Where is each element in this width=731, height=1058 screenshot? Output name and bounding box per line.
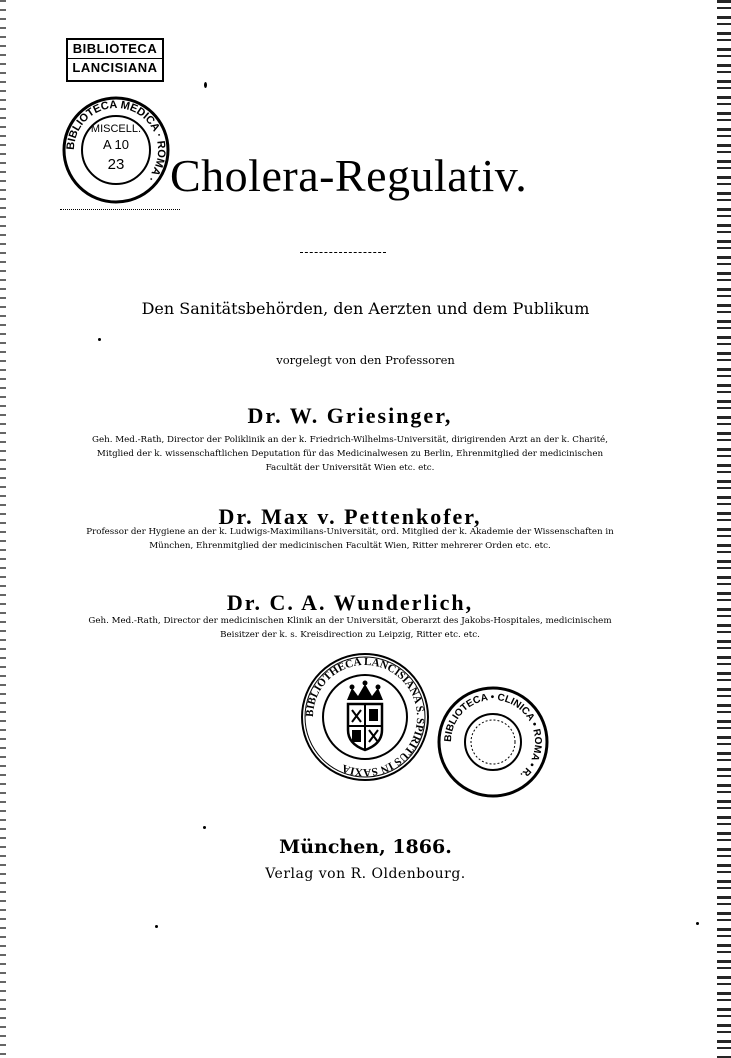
- lancisiana-seal: [300, 652, 430, 782]
- scan-speck: [98, 338, 101, 341]
- author-credentials-3: Geh. Med.-Rath, Director der medicinischen Klinik an der Universität, Oberarzt des Jakobs-Hospitales, medicinischem Beisitzer der k. s. Kreisdirection zu Leipzig, Ritter etc. etc.: [88, 616, 612, 640]
- imprint-place-year: München, 1866.: [279, 836, 452, 858]
- author-credentials-2: Professor der Hygiene an der k. Ludwigs-Maximilians-Universität, ord. Mitglied der k. Akademie der Wissenschaften in München, Ehrenmitglied der medicinischen Facultät Wien, Ritter mehrerer Orden etc. etc.: [86, 527, 614, 551]
- dedication: Den Sanitätsbehörden, den Aerzten und dem Publikum: [141, 299, 590, 318]
- title-ornament-rule: [300, 252, 386, 253]
- author-name-3: Dr. C. A. Wunderlich,: [226, 590, 474, 615]
- library-stamp-line1: BIBLIOTECA: [68, 40, 162, 59]
- library-stamp-box: [66, 38, 164, 82]
- scan-speck: [204, 82, 207, 88]
- clinica-seal-graphic: [437, 686, 549, 798]
- clinica-seal-ring-text: BIBLIOTECA • CLINICA • ROMA • R.: [442, 691, 544, 781]
- round-stamp-number: 23: [107, 156, 125, 173]
- imprint-publisher: Verlag von R. Oldenbourg.: [265, 866, 466, 882]
- presented-by: vorgelegt von den Professoren: [276, 353, 455, 367]
- round-stamp-shelf: MISCELL.: [90, 123, 142, 135]
- round-stamp-volume: A 10: [102, 137, 130, 152]
- round-stamp-ring-text: BIBLIOTECA MEDICA · ROMA ·: [64, 98, 168, 185]
- lancisiana-seal-graphic: [300, 652, 430, 782]
- stamp-dotted-rule: [60, 209, 180, 210]
- lancisiana-seal-ring-text: BIBLIOTHECA LANCISIANA S. SPIRITUS IN SAXIA: [303, 655, 427, 779]
- scan-speck: [696, 922, 699, 925]
- scan-left-edge: [0, 0, 6, 1058]
- author-name-2: Dr. Max v. Pettenkofer,: [218, 504, 482, 529]
- clinica-seal: [437, 686, 549, 798]
- scan-right-edge: [717, 0, 731, 1058]
- svg-text:BIBLIOTECA • CLINICA • ROMA •: [443, 692, 543, 780]
- library-stamp-line2: LANCISIANA: [72, 60, 158, 75]
- scan-speck: [155, 925, 158, 928]
- library-round-stamp: [62, 96, 170, 204]
- author-credentials-1: Geh. Med.-Rath, Director der Poliklinik an der k. Friedrich-Wilhelms-Universität, dirigirenden Arzt an der k. Charité, Mitglied der k. wissenschaftlichen Deputation für das Medicinalwesen zu Berlin, Ehrenmitglied der medicinischen Facultät der Universität Wien etc. etc.: [92, 435, 608, 473]
- page-title: Cholera-Regulativ.: [170, 150, 528, 201]
- author-name-1: Dr. W. Griesinger,: [247, 403, 453, 428]
- scan-speck: [203, 826, 206, 829]
